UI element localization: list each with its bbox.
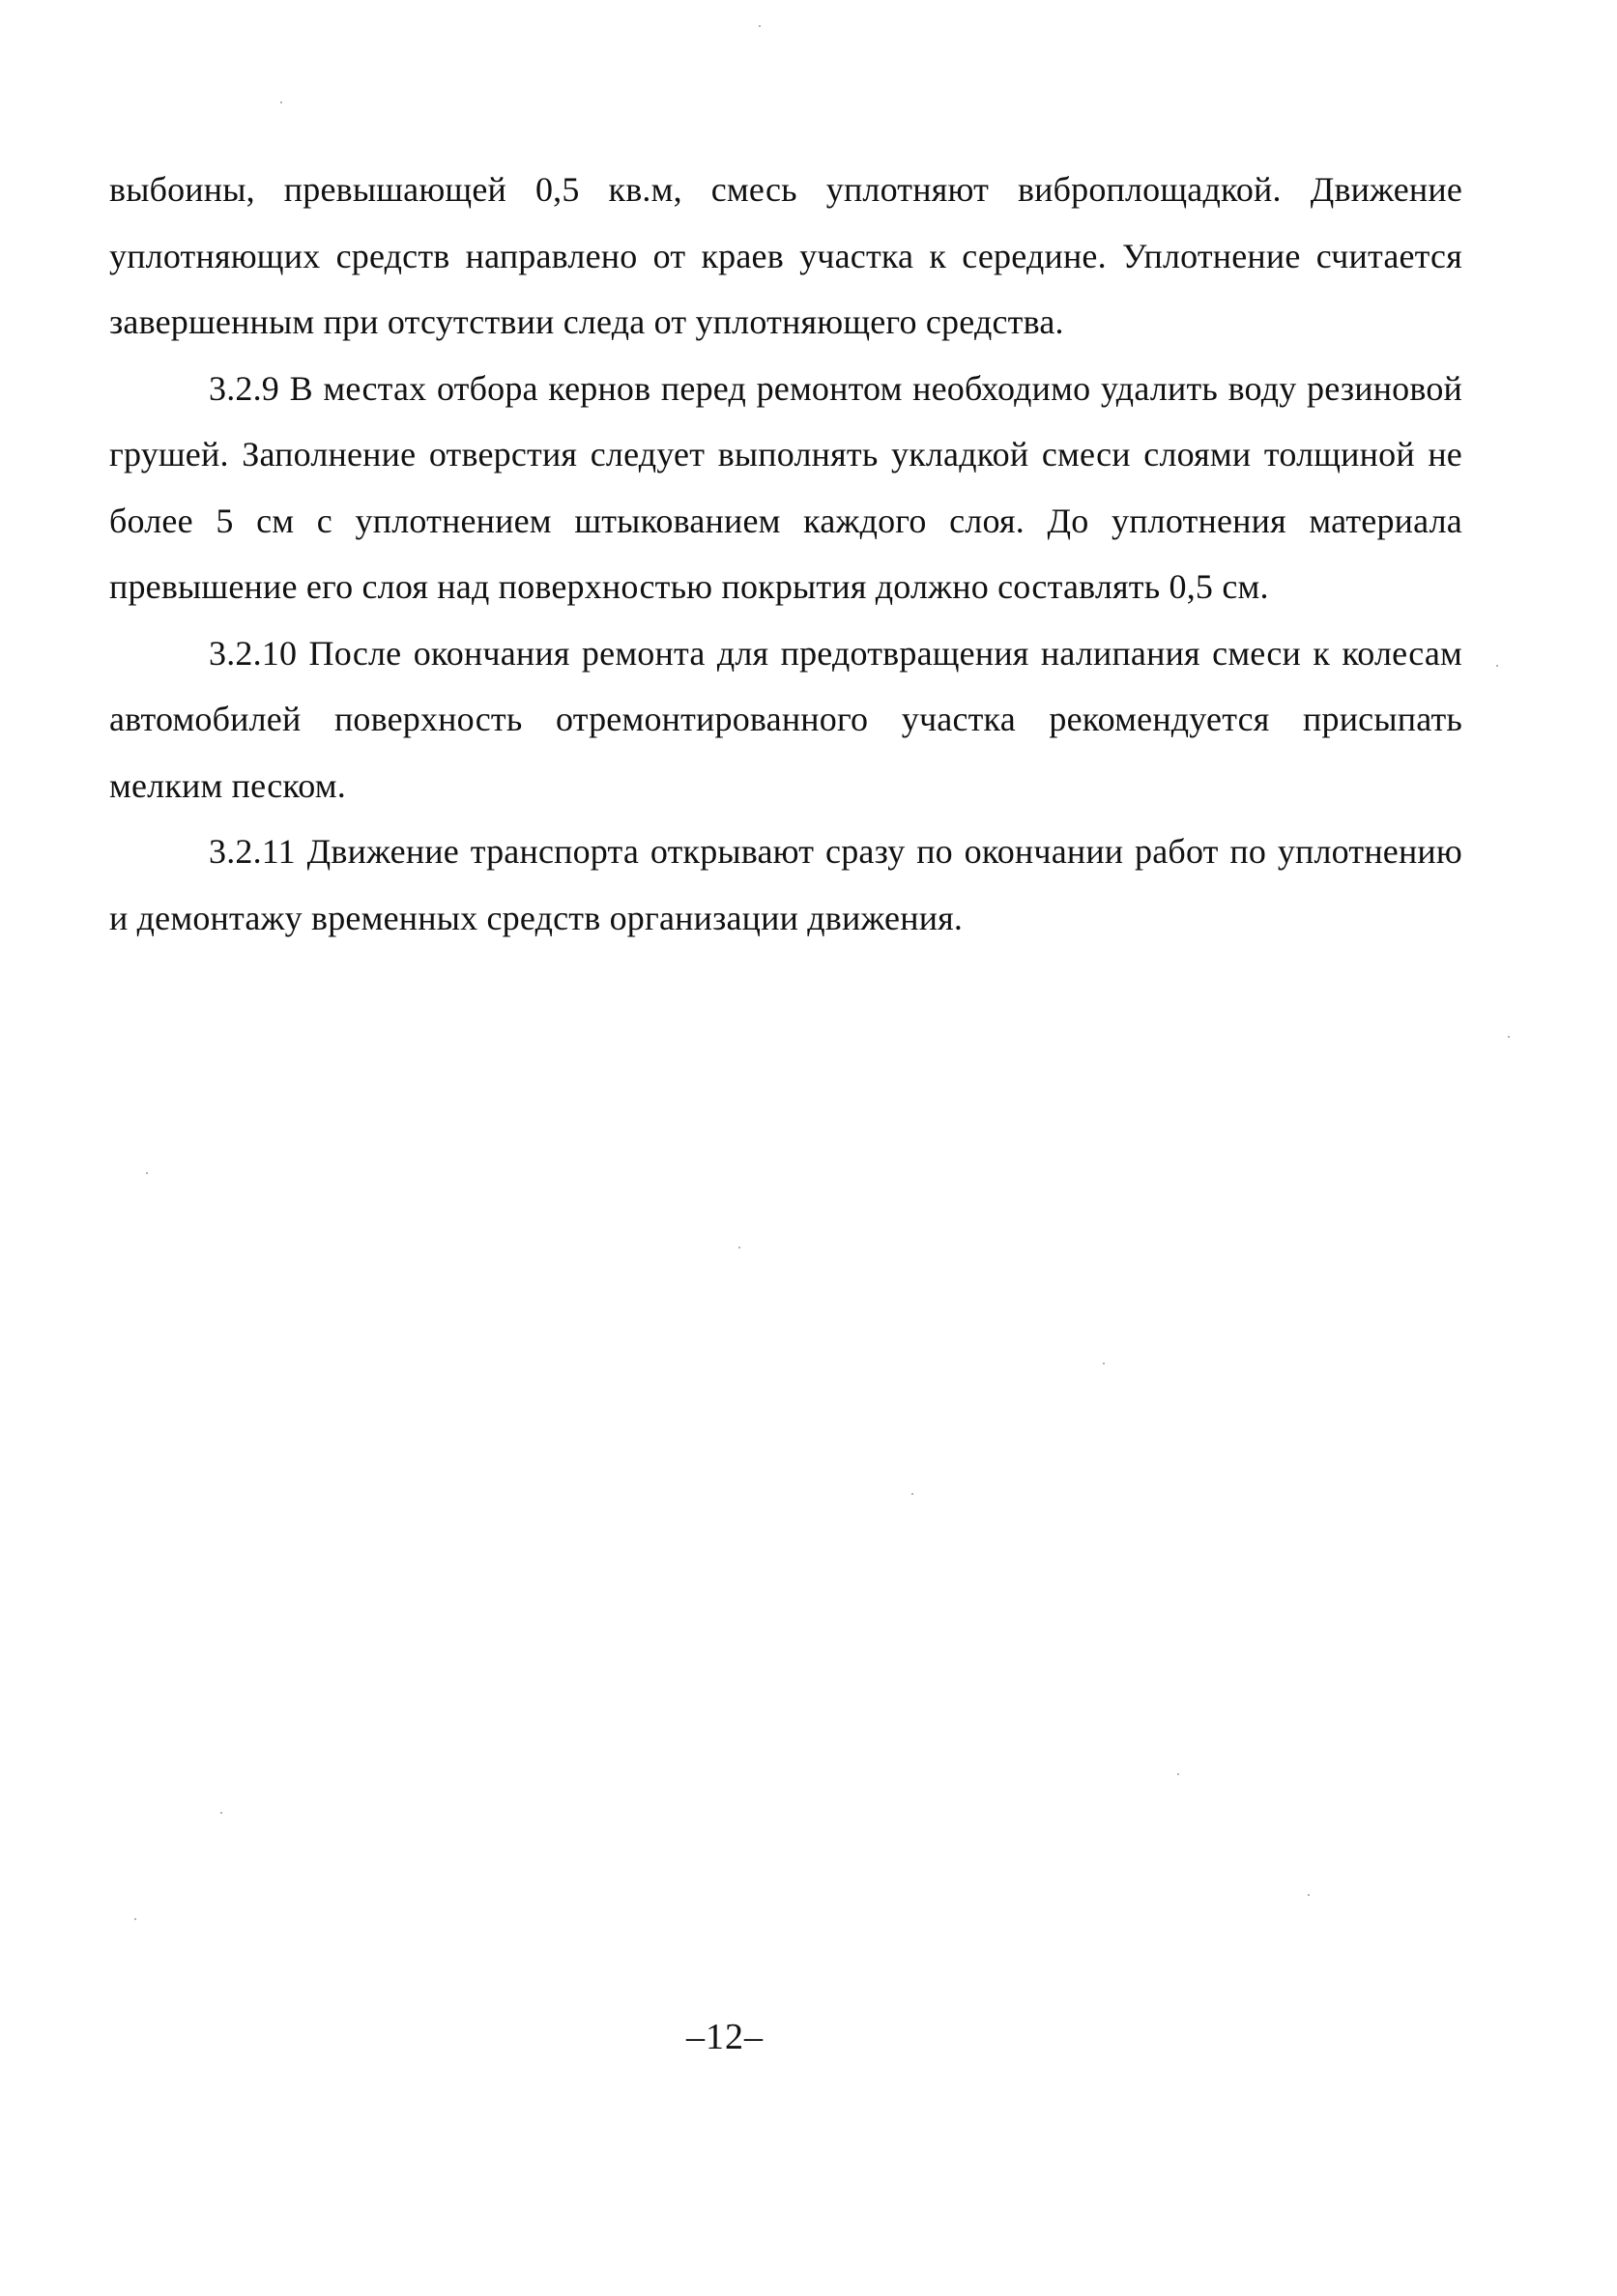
scan-speck bbox=[738, 1247, 740, 1248]
scan-speck bbox=[134, 1918, 136, 1920]
paragraph-3-2-11: 3.2.11 Движение транспорта открывают сразу по окончании работ по уплотнению и демонтажу временных средств организации движения. bbox=[109, 832, 1462, 937]
scan-speck bbox=[280, 101, 282, 103]
scan-speck bbox=[1103, 1363, 1105, 1364]
paragraph-3-2-10: 3.2.10 После окончания ремонта для предотвращения налипания смеси к колесам автомобилей поверхность отремонтированного участка рекомендуется присыпать мелким песком. bbox=[109, 633, 1462, 805]
paragraph-3-2-9: 3.2.9 В местах отбора кернов перед ремонтом необходимо удалить воду резиновой грушей. Заполнение отверстия следует выполнять укладкой смеси слоями толщиной не более 5 см с уплотнением штыкованием каждого слоя. До уплотнения материала превышение его слоя над поверхностью покрытия должно составлять 0,5 см. bbox=[109, 368, 1462, 606]
scan-speck bbox=[1508, 1036, 1510, 1038]
scan-speck bbox=[911, 1493, 913, 1495]
scan-speck bbox=[1308, 1894, 1310, 1896]
page-number: –12– bbox=[686, 2017, 764, 2057]
body-text bbox=[109, 157, 1462, 951]
scan-speck bbox=[1177, 1773, 1179, 1775]
scan-speck bbox=[1496, 665, 1498, 667]
paragraph-continuation: выбоины, превышающей 0,5 кв.м, смесь уплотняют виброплощадкой. Движение уплотняющих средств направлено от краев участка к середине. Уплотнение считается завершенным при отсутствии следа от уплотняющего средства. bbox=[109, 170, 1462, 341]
scan-speck bbox=[759, 25, 761, 27]
scan-speck bbox=[146, 1172, 148, 1174]
scan-speck bbox=[220, 1812, 222, 1814]
